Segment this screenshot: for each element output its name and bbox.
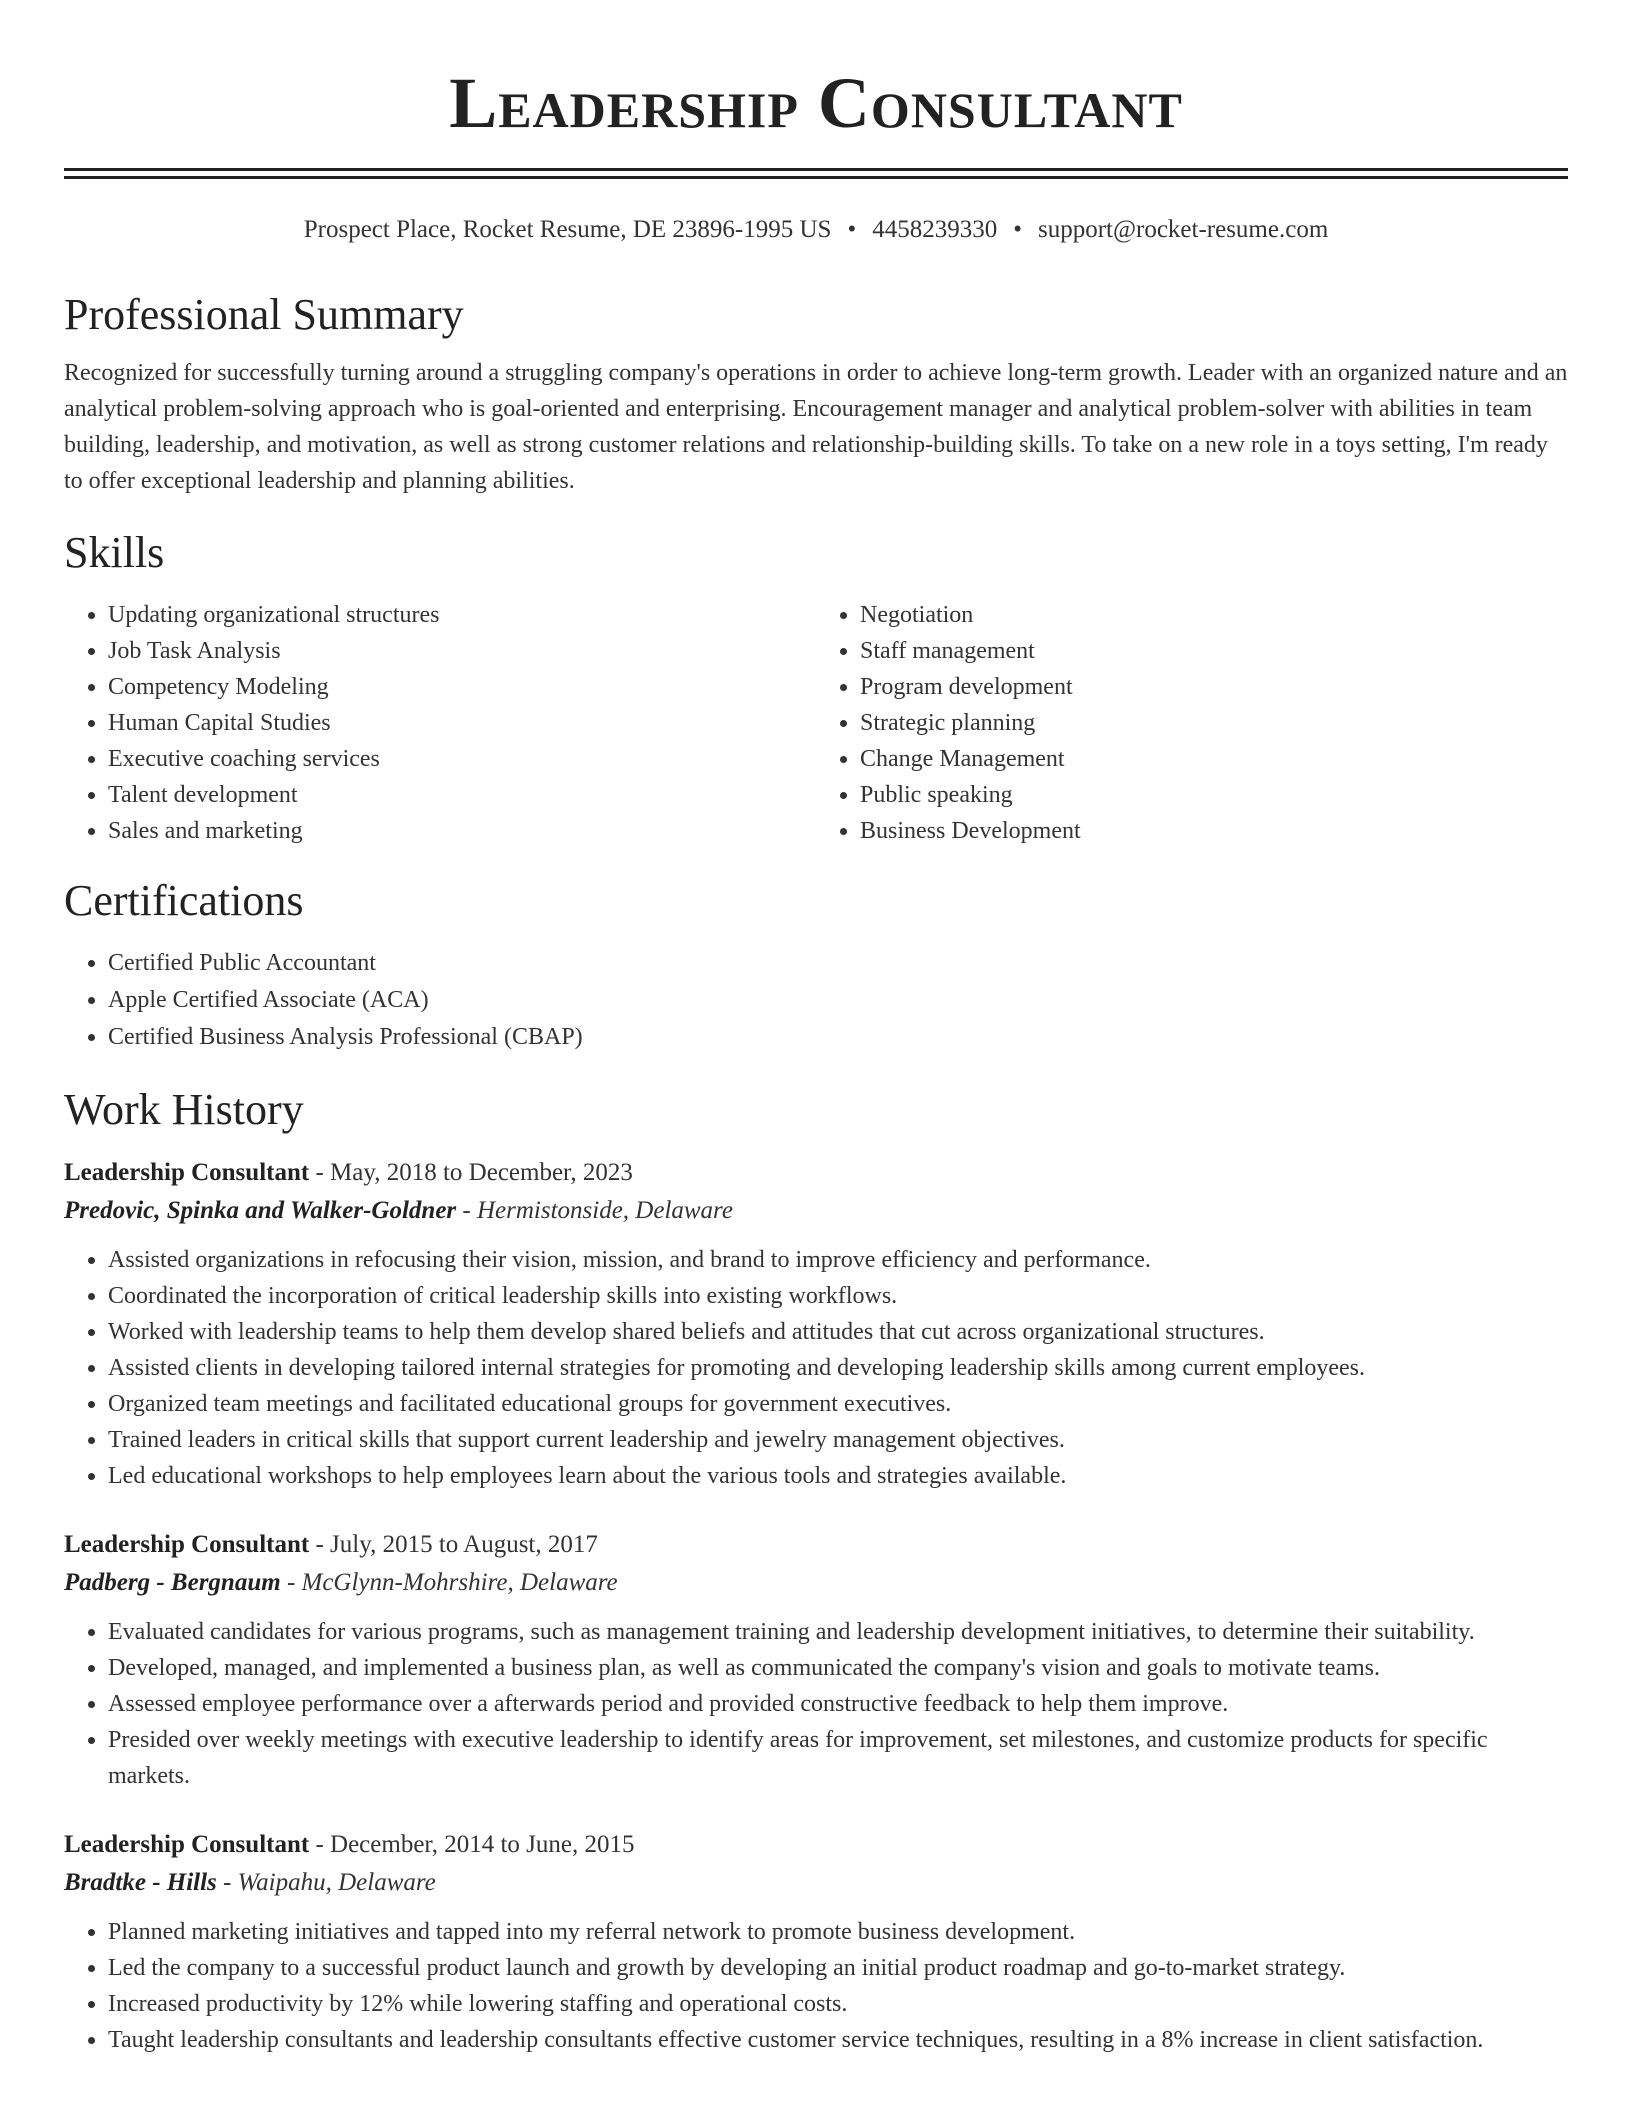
contact-phone: 4458239330 [872,216,998,243]
job-location: - McGlynn-Mohrshire, Delaware [280,1569,618,1596]
skill-item: • Human Capital Studies [108,705,816,741]
skills-heading: Skills [64,528,165,577]
job-bullets [64,1614,1568,1794]
skills-columns [64,597,1568,849]
job-bullet: • Assisted organizations in refocusing their vision, mission, and brand to improve efficiency and performance. [108,1242,1568,1278]
resume-title: Leadership Consultant [449,63,1183,143]
job-bullet: • Led educational workshops to help employees learn about the various tools and strategies available. [108,1458,1568,1494]
contact-email: support@rocket-resume.com [1037,216,1329,243]
certification-item: • Certified Business Analysis Professional (CBAP) [108,1019,1568,1056]
skill-item: • Strategic planning [860,705,1568,741]
job-company-line [64,1864,1568,1902]
job-bullet: • Led the company to a successful product launch and growth by developing an initial product roadmap and go-to-market strategy. [108,1950,1568,1986]
job-bullet: • Trained leaders in critical skills that support current leadership and jewelry management objectives. [108,1422,1568,1458]
job-title: Leadership Consultant [64,1831,310,1858]
skill-item: • Competency Modeling [108,669,816,705]
job-bullets [64,1242,1568,1494]
job-title: Leadership Consultant [64,1531,310,1558]
job-bullet: • Increased productivity by 12% while lowering staffing and operational costs. [108,1986,1568,2022]
job-bullet: • Evaluated candidates for various programs, such as management training and leadership development initiatives, to determine their suitability. [108,1614,1568,1650]
skills-left-list [64,597,816,849]
job-company: Padberg - Bergnaum [64,1569,281,1596]
skill-item: • Executive coaching services [108,741,816,777]
job-bullets [64,1914,1568,2058]
contact-line [64,213,1568,247]
job-bullet: • Worked with leadership teams to help them develop shared beliefs and attitudes that cut across organizational structures. [108,1314,1568,1350]
skills-right-list [816,597,1568,849]
certification-item: • Apple Certified Associate (ACA) [108,982,1568,1019]
job-entry [64,1826,1568,2058]
skill-item: • Business Development [860,813,1568,849]
job-bullet: • Assessed employee performance over a afterwards period and provided constructive feedback to help them improve. [108,1686,1568,1722]
job-dates: - July, 2015 to August, 2017 [309,1531,598,1558]
title-double-rule [64,168,1568,179]
job-title-line [64,1154,1568,1192]
job-company: Bradtke - Hills [64,1869,217,1896]
job-bullet: • Planned marketing initiatives and tapped into my referral network to promote business development. [108,1914,1568,1950]
skill-item: • Staff management [860,633,1568,669]
job-company: Predovic, Spinka and Walker-Goldner [64,1197,457,1224]
job-company-line [64,1564,1568,1602]
job-title-line [64,1826,1568,1864]
skill-item: • Public speaking [860,777,1568,813]
skill-item: • Program development [860,669,1568,705]
job-location: - Hermistonside, Delaware [456,1197,733,1224]
job-company-line [64,1192,1568,1230]
skill-item: • Change Management [860,741,1568,777]
skill-item: • Updating organizational structures [108,597,816,633]
job-title: Leadership Consultant [64,1159,310,1186]
job-bullet: • Taught leadership consultants and leadership consultants effective customer service techniques, resulting in a 8% increase in client satisfaction. [108,2022,1568,2058]
summary-heading: Professional Summary [64,290,464,339]
job-title-line [64,1526,1568,1564]
contact-separator: • [1013,216,1022,243]
job-bullet: • Coordinated the incorporation of critical leadership skills into existing workflows. [108,1278,1568,1314]
contact-separator: • [847,216,857,243]
job-dates: - May, 2018 to December, 2023 [309,1159,633,1186]
contact-address: Prospect Place, Rocket Resume, DE 23896-1995 US [303,216,832,243]
certifications-list [64,945,1568,1056]
summary-text: Recognized for successfully turning around a struggling company's operations in order to achieve long-term growth. Leader with an organized nature and an analytical problem-solving approach who is goal-oriented and enterprising. Encouragement manager and analytical problem-solver with abilities in team building, leadership, and motivation, as well as strong customer relations and relationship-building skills. To take on a new role in a toys setting, I'm ready to offer exceptional leadership and planning abilities. [64,360,1568,494]
job-dates: - December, 2014 to June, 2015 [309,1831,635,1858]
job-bullet: • Organized team meetings and facilitated educational groups for government executives. [108,1386,1568,1422]
job-location: - Waipahu, Delaware [216,1869,436,1896]
job-bullet: • Presided over weekly meetings with executive leadership to identify areas for improvement, set milestones, and customize products for specific markets. [108,1722,1568,1794]
job-entry [64,1526,1568,1794]
skill-item: • Sales and marketing [108,813,816,849]
certifications-heading: Certifications [64,876,304,925]
skill-item: • Talent development [108,777,816,813]
job-bullet: • Developed, managed, and implemented a business plan, as well as communicated the company's vision and goals to motivate teams. [108,1650,1568,1686]
skill-item: • Negotiation [860,597,1568,633]
job-bullet: • Assisted clients in developing tailored internal strategies for promoting and developing leadership skills among current employees. [108,1350,1568,1386]
job-entry [64,1154,1568,1494]
skill-item: • Job Task Analysis [108,633,816,669]
certification-item: • Certified Public Accountant [108,945,1568,982]
work-history-heading: Work History [64,1085,304,1134]
